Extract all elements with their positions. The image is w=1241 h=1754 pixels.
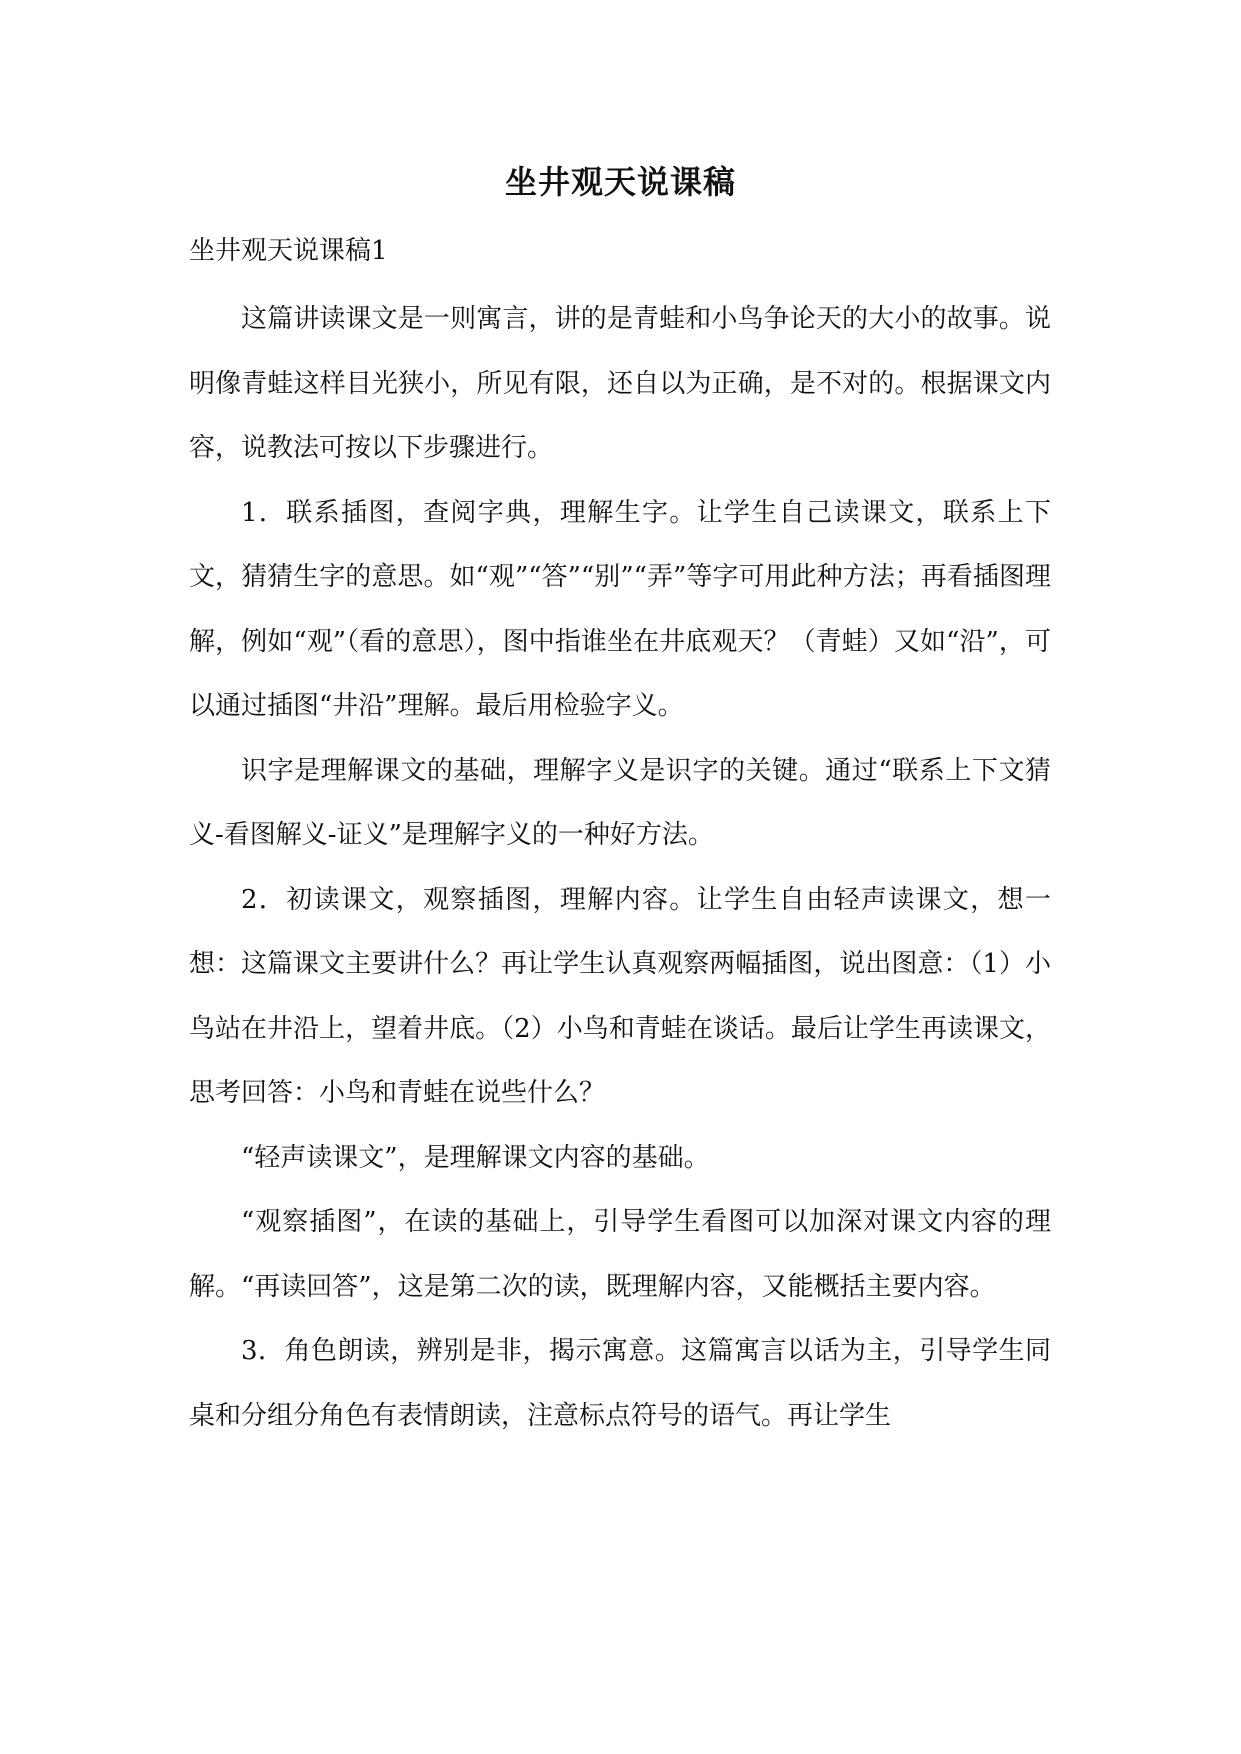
paragraph: 1．联系插图，查阅字典，理解生字。让学生自己读课文，联系上下文，猜猜生字的意思。如“观”“答”“别”“弄”等字可用此种方法；再看插图理解，例如“观”（看的意思），图中指谁坐在井底观天？（青蛙）又如“沿”，可以通过插图“井沿”理解。最后用检验字义。 xyxy=(189,497,1051,721)
paragraph: “观察插图”，在读的基础上，引导学生看图可以加深对课文内容的理解。“再读回答”，这是第二次的读，既理解内容，又能概括主要内容。 xyxy=(189,1207,1051,1302)
paragraph: “轻声读课文”，是理解课文内容的基础。 xyxy=(241,1142,710,1173)
paragraph: 2．初读课文，观察插图，理解内容。让学生自由轻声读课文，想一想：这篇课文主要讲什么？再让学生认真观察两幅插图，说出图意：（1）小鸟站在井沿上，望着井底。（2）小鸟和青蛙在谈话。最后让学生再读课文，思考回答：小鸟和青蛙在说些什么？ xyxy=(189,884,1051,1108)
document-title: 坐井观天说课稿 xyxy=(504,163,736,201)
paragraph: 识字是理解课文的基础，理解字义是识字的关键。通过“联系上下文猜义-看图解义-证义”是理解字义的一种好方法。 xyxy=(189,755,1051,850)
paragraph: 3．角色朗读，辨别是非，揭示寓意。这篇寓言以话为主，引导学生同桌和分组分角色有表情朗读，注意标点符号的语气。再让学生 xyxy=(189,1336,1051,1431)
document-body xyxy=(189,287,1051,1448)
document-subtitle: 坐井观天说课稿1 xyxy=(189,236,388,266)
paragraph: 这篇讲读课文是一则寓言，讲的是青蛙和小鸟争论天的大小的故事。说明像青蛙这样目光狭小，所见有限，还自以为正确，是不对的。根据课文内容，说教法可按以下步骤进行。 xyxy=(189,304,1051,463)
